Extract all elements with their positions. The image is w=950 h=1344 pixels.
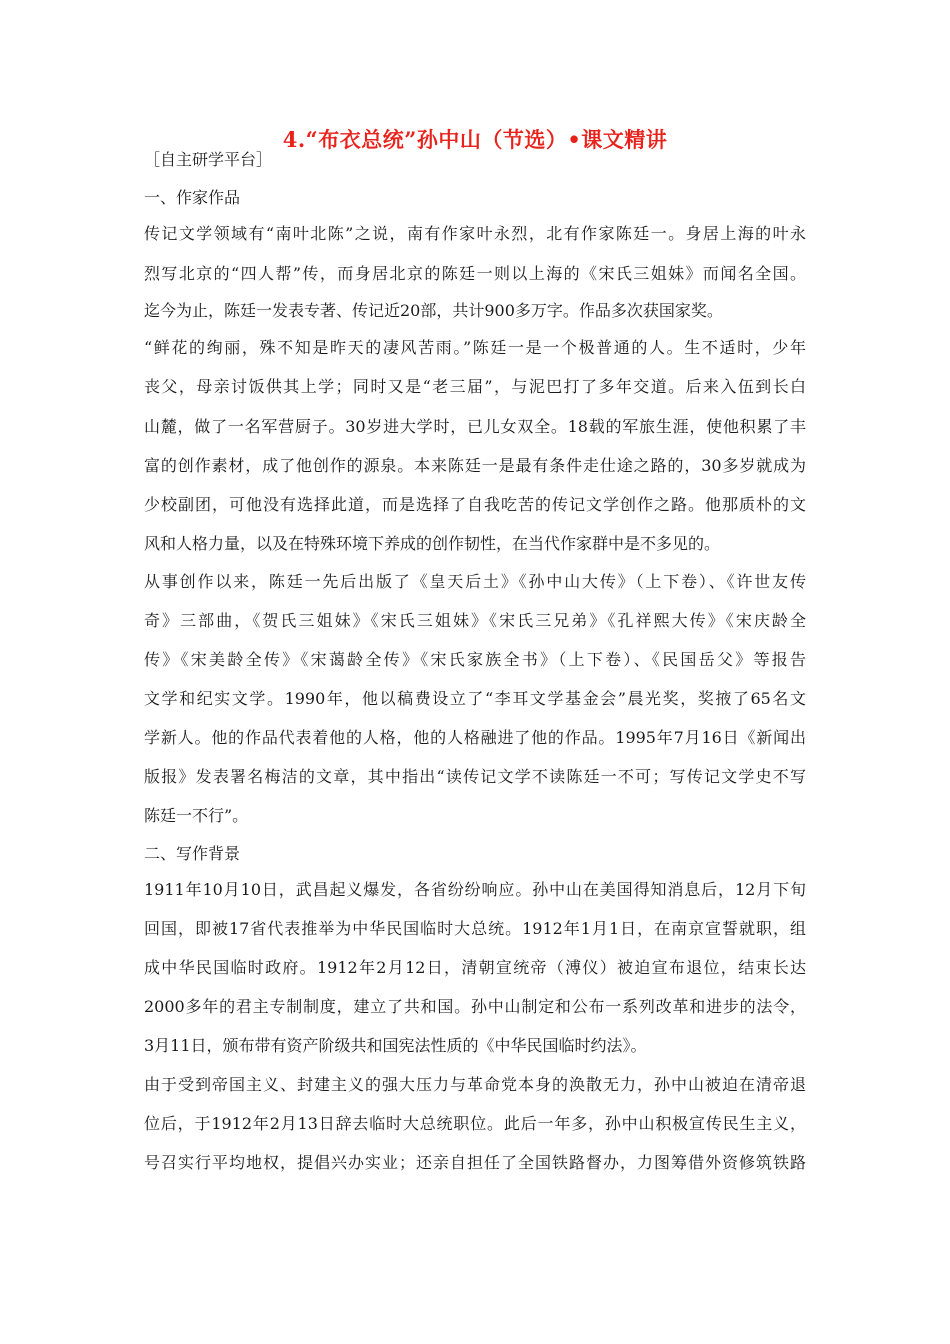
- paragraph-line: 丧父，母亲讨饭供其上学；同时又是“老三届”，与泥巴打了多年交道。后来入伍到长白: [144, 377, 806, 396]
- paragraph-line: 版报》发表署名梅洁的文章，其中指出“读传记文学不读陈廷一不可；写传记文学史不写: [144, 767, 806, 786]
- paragraph-line: 从事创作以来，陈廷一先后出版了《皇天后土》《孙中山大传》（上下卷）、《许世友传: [144, 572, 806, 591]
- paragraph-line: 富的创作素材，成了他创作的源泉。本来陈廷一是最有条件走仕途之路的，30多岁就成为: [144, 456, 806, 475]
- paragraph-line: 号召实行平均地权，提倡兴办实业；还亲自担任了全国铁路督办，力图筹借外资修筑铁路: [144, 1153, 806, 1172]
- paragraph-line: 传》《宋美龄全传》《宋蔼龄全传》《宋氏家族全书》（上下卷）、《民国岳父》等报告: [144, 650, 806, 669]
- document-title: 4.“布衣总统”孙中山（节选）•课文精讲: [282, 127, 668, 152]
- paragraph-line: 文学和纪实文学。1990年，他以稿费设立了“李耳文学基金会”晨光奖，奖掖了65名文: [144, 689, 806, 708]
- paragraph-line: 成中华民国临时政府。1912年2月12日，清朝宣统帝（溥仪）被迫宣布退位，结束长达: [144, 958, 806, 977]
- paragraph-line: 少校副团，可他没有选择此道，而是选择了自我吃苦的传记文学创作之路。他那质朴的文: [144, 495, 806, 514]
- paragraph-line: 山麓，做了一名军营厨子。30岁进大学时，已儿女双全。18载的军旅生涯，使他积累了丰: [144, 417, 806, 436]
- paragraph-line: 学新人。他的作品代表着他的人格，他的人格融进了他的作品。1995年7月16日《新闻出: [144, 728, 806, 747]
- paragraph-line: 风和人格力量，以及在特殊环境下养成的创作韧性，在当代作家群中是不多见的。: [144, 534, 721, 553]
- paragraph-line: 由于受到帝国主义、封建主义的强大压力与革命党本身的涣散无力，孙中山被迫在清帝退: [144, 1075, 806, 1094]
- heading-author-works: 一、作家作品: [144, 188, 241, 207]
- paragraph-line: “鲜花的绚丽，殊不知是昨天的凄风苦雨。”陈廷一是一个极普通的人。生不适时，少年: [144, 338, 806, 357]
- paragraph-line: 回国，即被17省代表推举为中华民国临时大总统。1912年1月1日，在南京宣誓就职，组: [144, 919, 806, 938]
- paragraph-line: 迄今为止，陈廷一发表专著、传记近20部，共计900多万字。作品多次获国家奖。: [144, 301, 723, 320]
- paragraph-line: 陈廷一不行”。: [144, 806, 249, 825]
- paragraph-line: 传记文学领域有“南叶北陈”之说，南有作家叶永烈，北有作家陈廷一。身居上海的叶永: [144, 224, 806, 243]
- heading-writing-background: 二、写作背景: [144, 844, 241, 863]
- paragraph-line: 2000多年的君主专制制度，建立了共和国。孙中山制定和公布一系列改革和进步的法令，: [144, 997, 806, 1016]
- section-label: ［自主研学平台］: [144, 150, 273, 169]
- paragraph-line: 烈写北京的“四人帮”传，而身居北京的陈廷一则以上海的《宋氏三姐妹》而闻名全国。: [144, 264, 806, 283]
- paragraph-line: 1911年10月10日，武昌起义爆发，各省纷纷响应。孙中山在美国得知消息后，12月下旬: [144, 880, 806, 899]
- paragraph-line: 3月11日，颁布带有资产阶级共和国宪法性质的《中华民国临时约法》。: [144, 1036, 647, 1055]
- paragraph-line: 奇》三部曲，《贺氏三姐妹》《宋氏三姐妹》《宋氏三兄弟》《孔祥熙大传》《宋庆龄全: [144, 611, 806, 630]
- paragraph-line: 位后，于1912年2月13日辞去临时大总统职位。此后一年多，孙中山积极宣传民生主义，: [144, 1114, 806, 1133]
